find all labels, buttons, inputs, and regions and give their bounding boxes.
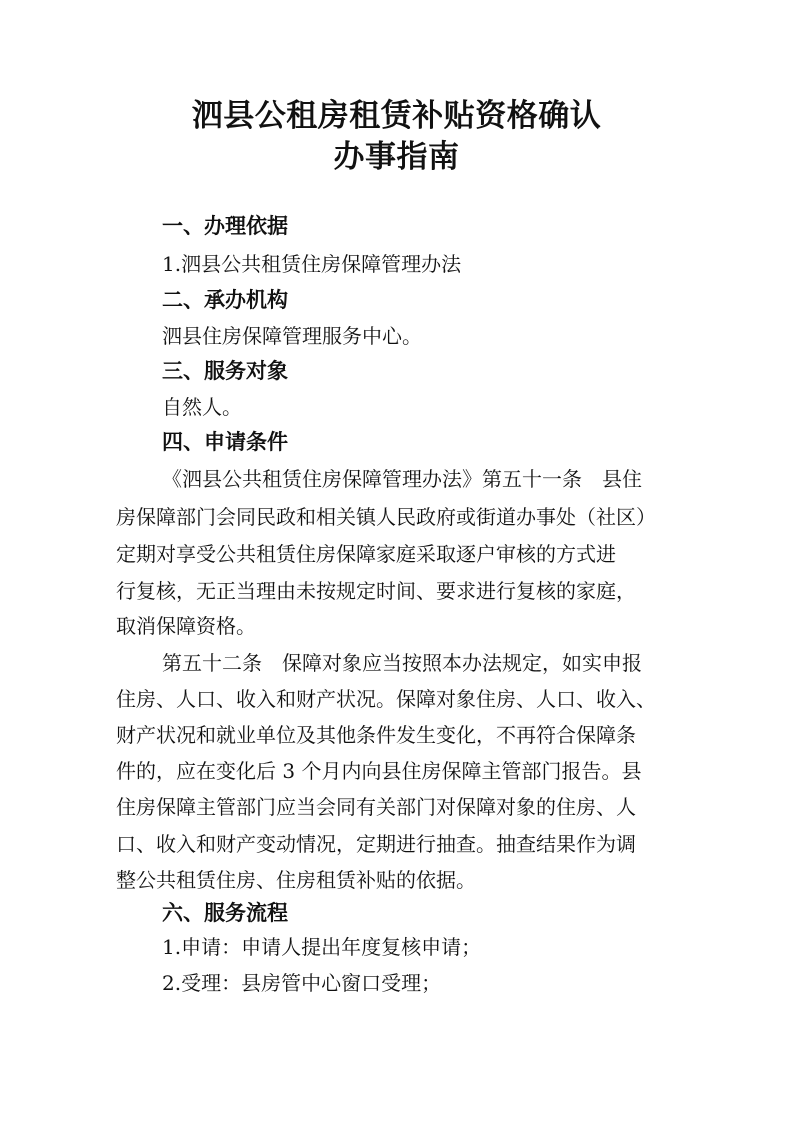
document-title-line2: 办事指南 — [333, 139, 460, 175]
section-heading-process: 六、服务流程 — [162, 901, 288, 925]
conditions-para2-line: 整公共租赁住房、住房租赁补贴的依据。 — [116, 868, 476, 892]
conditions-para2-line: 口、收入和财产变动情况，定期进行抽查。抽查结果作为调 — [116, 832, 636, 856]
conditions-para2-line: 财产状况和就业单位及其他条件发生变化，不再符合保障条 — [116, 723, 636, 747]
conditions-para2-line: 住房、人口、收入和财产状况。保障对象住房、人口、收入、 — [116, 687, 656, 711]
section-heading-agency: 二、承办机构 — [162, 288, 288, 312]
conditions-para2-line: 第五十二条 保障对象应当按照本办法规定，如实申报 — [162, 651, 642, 675]
section-heading-target: 三、服务对象 — [162, 359, 288, 383]
conditions-para2-line: 件的，应在变化后 3 个月内向县住房保障主管部门报告。县 — [116, 759, 642, 783]
conditions-para2-line: 住房保障主管部门应当会同有关部门对保障对象的住房、人 — [116, 795, 636, 819]
agency-text: 泗县住房保障管理服务中心。 — [162, 324, 422, 348]
target-text: 自然人。 — [162, 395, 242, 419]
conditions-para1-line: 《泗县公共租赁住房保障管理办法》第五十一条 县住 — [162, 467, 642, 491]
conditions-para1-line: 取消保障资格。 — [116, 614, 256, 638]
section-heading-conditions: 四、申请条件 — [162, 430, 288, 454]
basis-item-1: 1.泗县公共租赁住房保障管理办法 — [162, 252, 462, 276]
conditions-para1-line: 房保障部门会同民政和相关镇人民政府或街道办事处（社区） — [116, 505, 656, 529]
process-step-2: 2.受理：县房管中心窗口受理； — [162, 971, 442, 995]
document-title-line1: 泗县公租房租赁补贴资格确认 — [191, 98, 602, 134]
conditions-para1-line: 行复核，无正当理由未按规定时间、要求进行复核的家庭， — [116, 579, 636, 603]
process-step-1: 1.申请：申请人提出年度复核申请； — [162, 935, 482, 959]
section-heading-basis: 一、办理依据 — [162, 214, 288, 238]
conditions-para1-line: 定期对享受公共租赁住房保障家庭采取逐户审核的方式进 — [116, 542, 616, 566]
